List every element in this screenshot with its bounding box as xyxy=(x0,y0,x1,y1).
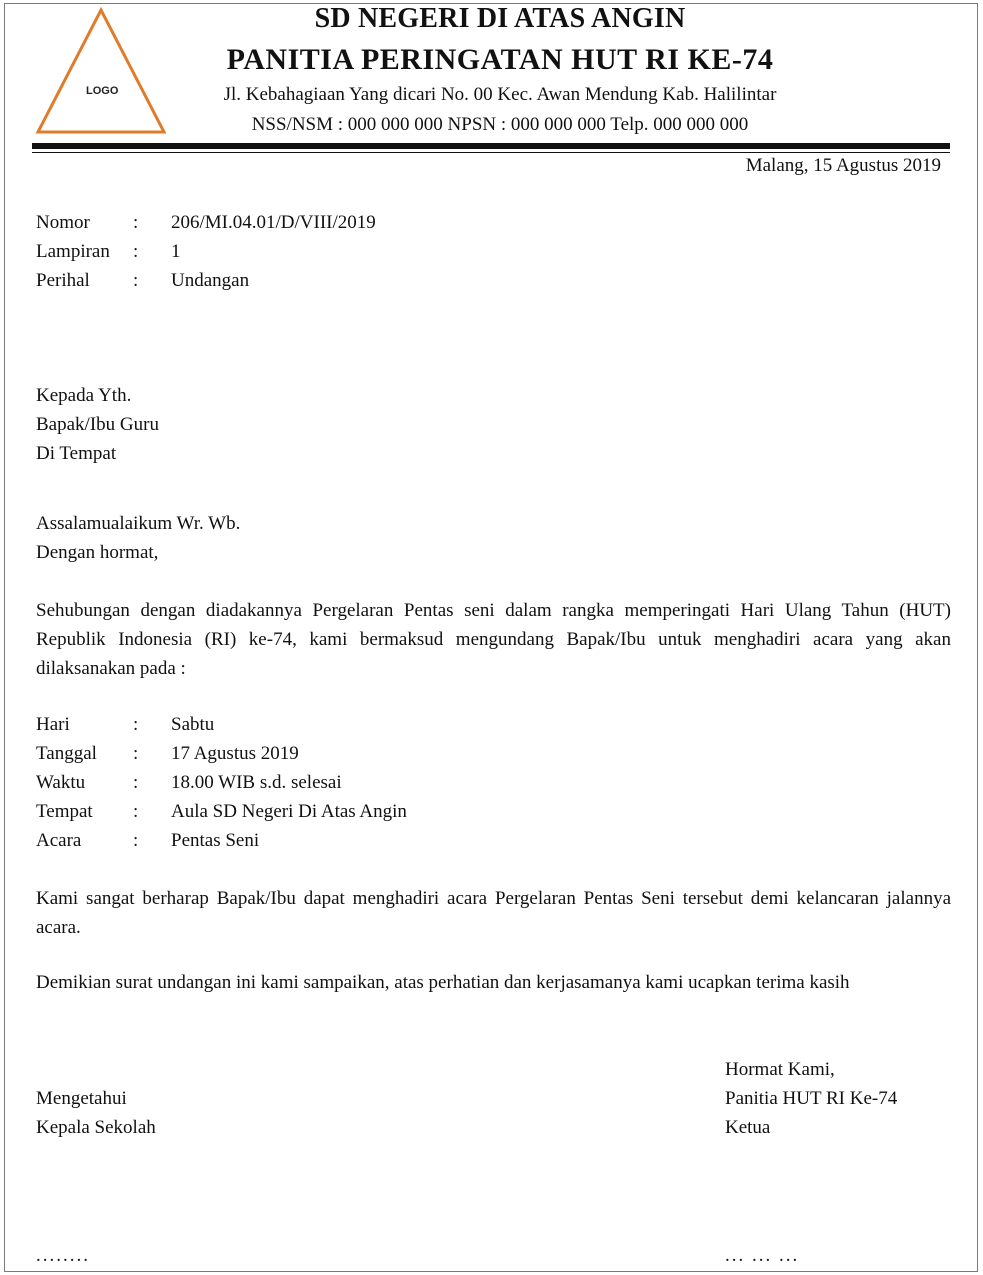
hope-paragraph: Kami sangat berharap Bapak/Ibu dapat menghadiri acara Pergelaran Pentas Seni tersebut demi kelancaran jalannya acara. xyxy=(36,888,951,938)
header-divider-thin xyxy=(32,152,950,153)
event-colon: : xyxy=(133,772,139,793)
logo-triangle-icon xyxy=(34,6,168,136)
school-name: SD NEGERI DI ATAS ANGIN xyxy=(314,3,686,34)
meta-colon: : xyxy=(133,212,139,233)
event-label-tempat: Tempat xyxy=(36,801,93,822)
signature-left-line: Mengetahui xyxy=(36,1088,127,1109)
event-label-hari: Hari xyxy=(36,714,70,735)
meta-label-perihal: Perihal xyxy=(36,270,90,291)
signature-right-placeholder: ... ... ... xyxy=(725,1245,800,1266)
closing-paragraph: Demikian surat undangan ini kami sampaikan, atas perhatian dan kerjasamanya kami ucapkan terima kasih xyxy=(36,972,850,993)
event-value-tempat: Aula SD Negeri Di Atas Angin xyxy=(171,801,407,822)
signature-left-line: Kepala Sekolah xyxy=(36,1117,156,1138)
meta-label-lampiran: Lampiran xyxy=(36,241,110,262)
recipient-line: Kepada Yth. xyxy=(36,385,132,406)
meta-colon: : xyxy=(133,241,139,262)
school-address: Jl. Kebahagiaan Yang dicari No. 00 Kec. Awan Mendung Kab. Halilintar xyxy=(223,84,777,105)
school-ids: NSS/NSM : 000 000 000 NPSN : 000 000 000 Telp. 000 000 000 xyxy=(251,114,749,135)
event-colon: : xyxy=(133,714,139,735)
signature-right-line: Hormat Kami, xyxy=(725,1059,835,1080)
event-colon: : xyxy=(133,743,139,764)
greeting-line: Dengan hormat, xyxy=(36,542,159,563)
meta-value-nomor: 206/MI.04.01/D/VIII/2019 xyxy=(171,212,376,233)
event-label-tanggal: Tanggal xyxy=(36,743,97,764)
signature-right-line: Panitia HUT RI Ke-74 xyxy=(725,1088,898,1109)
event-colon: : xyxy=(133,801,139,822)
event-colon: : xyxy=(133,830,139,851)
meta-value-lampiran: 1 xyxy=(171,241,181,262)
recipient-line: Bapak/Ibu Guru xyxy=(36,414,159,435)
logo-label: LOGO xyxy=(86,85,119,97)
committee-name: PANITIA PERINGATAN HUT RI KE-74 xyxy=(226,43,774,76)
meta-label-nomor: Nomor xyxy=(36,212,90,233)
event-value-tanggal: 17 Agustus 2019 xyxy=(171,743,299,764)
letter-date: Malang, 15 Agustus 2019 xyxy=(745,155,941,176)
header-divider-thick xyxy=(32,143,950,149)
signature-left-placeholder: ........ xyxy=(36,1245,90,1266)
event-value-acara: Pentas Seni xyxy=(171,830,260,851)
recipient-line: Di Tempat xyxy=(36,443,117,464)
greeting-line: Assalamualaikum Wr. Wb. xyxy=(36,513,241,534)
event-value-waktu: 18.00 WIB s.d. selesai xyxy=(171,772,342,793)
event-value-hari: Sabtu xyxy=(171,714,215,735)
meta-colon: : xyxy=(133,270,139,291)
signature-right-line: Ketua xyxy=(725,1117,771,1138)
event-label-acara: Acara xyxy=(36,830,82,851)
event-label-waktu: Waktu xyxy=(36,772,86,793)
meta-value-perihal: Undangan xyxy=(171,270,250,291)
intro-paragraph: Sehubungan dengan diadakannya Pergelaran Pentas seni dalam rangka memperingati Hari Ulang Tahun (HUT) Republik Indonesia (RI) ke-74, kami bermaksud mengundang Bapak/Ibu untuk menghadiri acara yang akan dilaksanakan pada : xyxy=(36,600,951,679)
